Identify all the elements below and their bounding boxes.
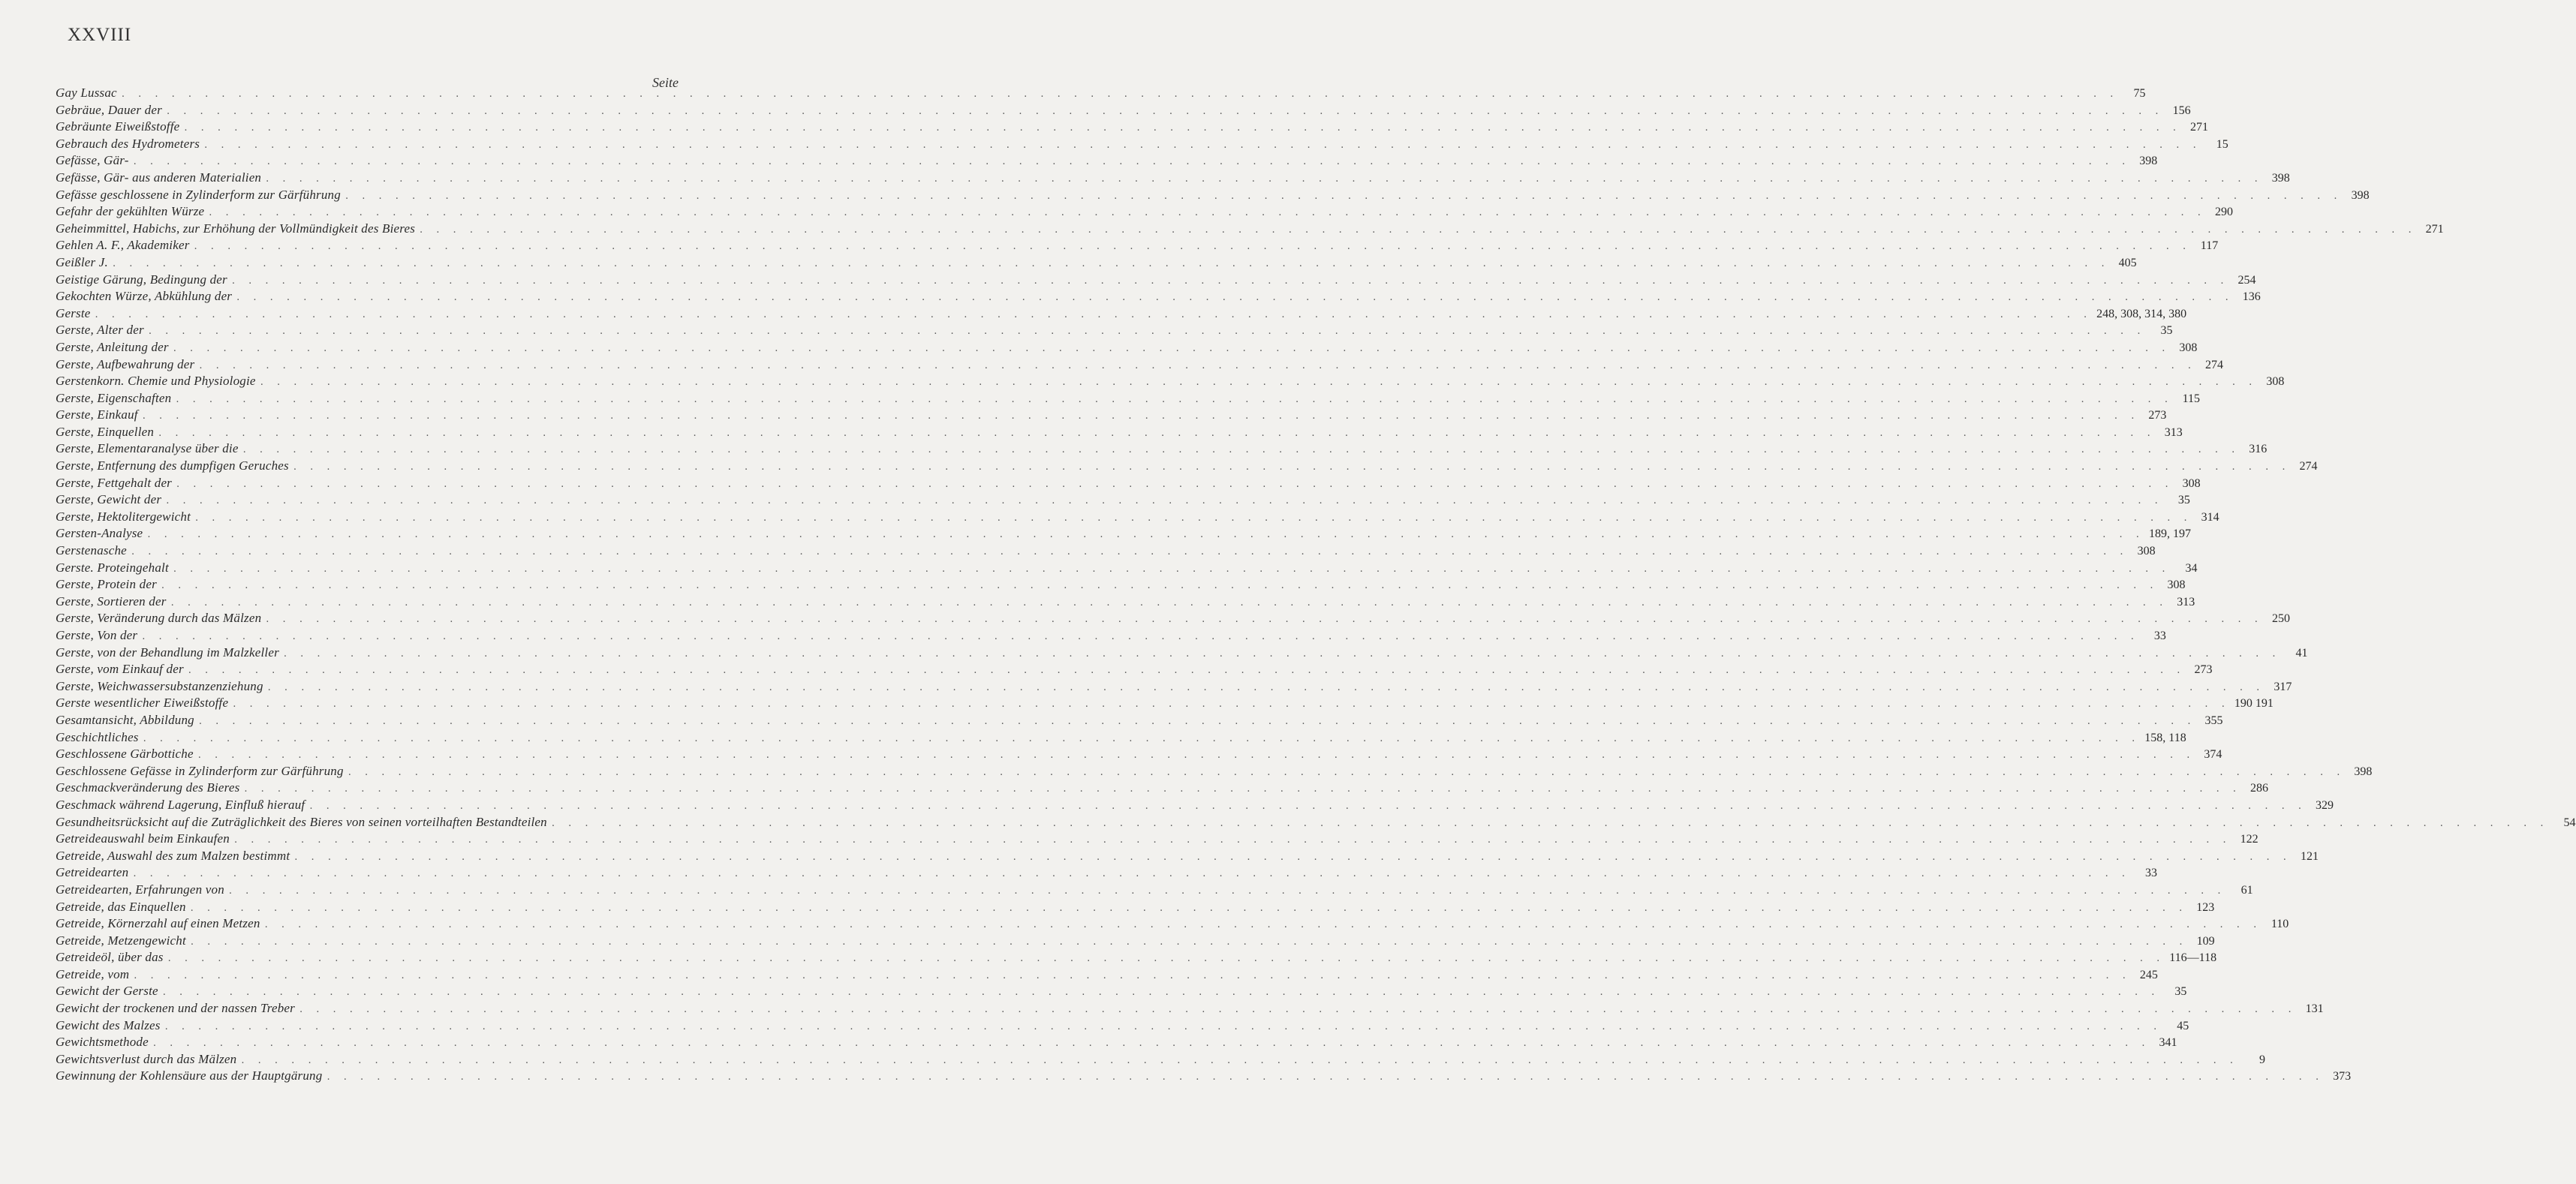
index-term: Gerste, Eigenschaften: [56, 390, 172, 405]
index-term: Gerste, Gewicht der: [56, 492, 162, 507]
dot-leader: . . . . . . . . . . . . . . . . . . . . . . . . . . . . . . . . . . . . . . . . . . . . . . . . . . . . . . . . . . . . . . . . . . . . . . . . . . . . . . . . . . . . . . . . . . . . . . . . . . . . . . . . . . . . . . . . . . . . . . . .: [170, 597, 2168, 609]
index-page-numbers: 123: [2196, 900, 2215, 914]
index-page-numbers: 54: [2563, 816, 2576, 829]
index-entry: [56, 119, 2209, 136]
index-entry: [56, 780, 2269, 797]
index-page-numbers: 41: [2295, 646, 2308, 660]
dot-leader: . . . . . . . . . . . . . . . . . . . . . . . . . . . . . . . . . . . . . . . . . . . . . . . . . . . . . . . . . . . . . . . . . . . . . . . . . . . . . . . . . . . . . . . . . . . . . . . . . . . . . . . . . . . . . . . . . . . . . . . .: [147, 529, 2144, 541]
index-term: Gerste, Aufbewahrung der: [56, 356, 195, 371]
index-entry: [56, 322, 2173, 339]
index-page-numbers: 313: [2164, 425, 2183, 439]
index-term: Gesundheitsrücksicht auf die Zuträglichkeit des Bieres von seinen vorteilhaften Bestandteilen: [56, 814, 547, 829]
index-page-numbers: 308: [2182, 476, 2201, 490]
index-page-numbers: 33: [2144, 867, 2157, 880]
index-term: Gebräunte Eiweißstoffe: [56, 119, 180, 134]
dot-leader: . . . . . . . . . . . . . . . . . . . . . . . . . . . . . . . . . . . . . . . . . . . . . . . . . . . . . . . . . . . . . . . . . . . . . . . . . . . . . . . . . . . . . . . . . . . . . . . . . . . . . . . . . . . . . . . . . . . . . . . .: [133, 156, 2131, 168]
dot-leader: . . . . . . . . . . . . . . . . . . . . . . . . . . . . . . . . . . . . . . . . . . . . . . . . . . . . . . . . . . . . . . . . . . . . . . . . . . . . . . . . . . . . . . . . . . . . . . . . . . . . . . . . . . . . . . . . . . . . . . . .: [133, 868, 2130, 880]
index-term: Gerste, Entfernung des dumpfigen Geruches: [56, 458, 289, 473]
index-term: Gerste, Sortieren der: [56, 594, 167, 609]
dot-leader: . . . . . . . . . . . . . . . . . . . . . . . . . . . . . . . . . . . . . . . . . . . . . . . . . . . . . . . . . . . . . . . . . . . . . . . . . . . . . . . . . . . . . . . . . . . . . . . . . . . . . . . . . . . . . . . . . . . . . . . .: [309, 800, 2307, 812]
index-page-numbers: 273: [2194, 663, 2213, 677]
dot-leader: . . . . . . . . . . . . . . . . . . . . . . . . . . . . . . . . . . . . . . . . . . . . . . . . . . . . . . . . . . . . . . . . . . . . . . . . . . . . . . . . . . . . . . . . . . . . . . . . . . . . . . . . . . . . . . . . . . . . . . . .: [420, 224, 2417, 236]
index-entry: [56, 1051, 2266, 1068]
index-entry: [56, 882, 2253, 899]
index-term: Gerste, Elementaranalyse über die: [56, 441, 239, 456]
dot-leader: . . . . . . . . . . . . . . . . . . . . . . . . . . . . . . . . . . . . . . . . . . . . . . . . . . . . . . . . . . . . . . . . . . . . . . . . . . . . . . . . . . . . . . . . . . . . . . . . . . . . . . . . . . . . . . . . . . . . . . . .: [112, 257, 2110, 269]
index-entry: [56, 458, 2318, 475]
index-list: [56, 85, 2576, 1085]
dot-leader: . . . . . . . . . . . . . . . . . . . . . . . . . . . . . . . . . . . . . . . . . . . . . . . . . . . . . . . . . . . . . . . . . . . . . . . . . . . . . . . . . . . . . . . . . . . . . . . . . . . . . . . . . . . . . . . . . . . . . . . .: [236, 292, 2234, 304]
index-term: Geißler J.: [56, 254, 108, 269]
dot-leader: . . . . . . . . . . . . . . . . . . . . . . . . . . . . . . . . . . . . . . . . . . . . . . . . . . . . . . . . . . . . . . . . . . . . . . . . . . . . . . . . . . . . . . . . . . . . . . . . . . . . . . . . . . . . . . . . . . . . . . . .: [345, 190, 2343, 202]
index-entry: [56, 645, 2308, 662]
index-page-numbers: 33: [2153, 630, 2166, 642]
index-term: Gefahr der gekühlten Würze: [56, 204, 205, 219]
index-entry: [56, 695, 2274, 712]
dot-leader: . . . . . . . . . . . . . . . . . . . . . . . . . . . . . . . . . . . . . . . . . . . . . . . . . . . . . . . . . . . . . . . . . . . . . . . . . . . . . . . . . . . . . . . . . . . . . . . . . . . . . . . . . . . . . . . . . . . . . . . .: [166, 495, 2163, 507]
index-term: Geschlossene Gärbottiche: [56, 747, 194, 762]
index-term: Getreide, das Einquellen: [56, 899, 186, 914]
index-entry: [56, 339, 2198, 356]
index-entry: [56, 272, 2256, 289]
index-page-numbers: 329: [2316, 798, 2334, 812]
index-entry: [56, 187, 2370, 204]
index-entry: [56, 424, 2183, 441]
index-entry: [56, 1034, 2177, 1051]
index-term: Gerste, Hektolitergewicht: [56, 509, 191, 524]
index-term: Gewichtsmethode: [56, 1035, 149, 1050]
dot-leader: . . . . . . . . . . . . . . . . . . . . . . . . . . . . . . . . . . . . . . . . . . . . . . . . . . . . . . . . . . . . . . . . . . . . . . . . . . . . . . . . . . . . . . . . . . . . . . . . . . . . . . . . . . . . . . . . . . . . . . . .: [190, 902, 2188, 914]
index-page-numbers: 245: [2139, 968, 2158, 981]
index-entry: [56, 475, 2201, 492]
dot-leader: . . . . . . . . . . . . . . . . . . . . . . . . . . . . . . . . . . . . . . . . . . . . . . . . . . . . . . . . . . . . . . . . . . . . . . . . . . . . . . . . . . . . . . . . . . . . . . . . . . . . . . . . . . . . . . . . . . . . . . . .: [348, 766, 2346, 778]
index-term: Gewicht des Malzes: [56, 1017, 161, 1032]
index-entry: [56, 594, 2195, 611]
dot-leader: . . . . . . . . . . . . . . . . . . . . . . . . . . . . . . . . . . . . . . . . . . . . . . . . . . . . . . . . . . . . . . . . . . . . . . . . . . . . . . . . . . . . . . . . . . . . . . . . . . . . . . . . . . . . . . . . . . . . . . . .: [166, 105, 2164, 117]
index-entry: [56, 966, 2158, 984]
index-page-numbers: 271: [2425, 222, 2444, 236]
index-page-numbers: 274: [2204, 358, 2223, 371]
dot-leader: . . . . . . . . . . . . . . . . . . . . . . . . . . . . . . . . . . . . . . . . . . . . . . . . . . . . . . . . . . . . . . . . . . . . . . . . . . . . . . . . . . . . . . . . . . . . . . . . . . . . . . . . . . . . . . . . . . . . . . . .: [194, 241, 2192, 253]
index-entry: [56, 915, 2289, 933]
index-term: Gerste, Anleitung der: [56, 339, 169, 354]
index-term: Gefässe geschlossene in Zylinderform zur Gärführung: [56, 187, 341, 202]
index-term: Gewinnung der Kohlensäure aus der Hauptgärung: [56, 1068, 323, 1083]
index-page-numbers: 248, 308, 314, 380: [2096, 307, 2187, 320]
index-entry: [56, 933, 2215, 950]
index-page-numbers: 15: [2216, 137, 2228, 151]
page-column-label: Seite: [652, 75, 679, 90]
index-entry: [56, 661, 2213, 678]
index-entry: [56, 831, 2259, 848]
index-entry: [56, 1017, 2189, 1035]
index-entry: [56, 576, 2186, 594]
index-term: Gewicht der trockenen und der nassen Treber: [56, 1001, 295, 1016]
index-page-numbers: 308: [2137, 545, 2156, 558]
index-term: Gerste: [56, 305, 91, 320]
dot-leader: . . . . . . . . . . . . . . . . . . . . . . . . . . . . . . . . . . . . . . . . . . . . . . . . . . . . . . . . . . . . . . . . . . . . . . . . . . . . . . . . . . . . . . . . . . . . . . . . . . . . . . . . . . . . . . . . . . . . . . . .: [551, 817, 2549, 829]
index-page-numbers: 121: [2300, 849, 2319, 863]
index-entry: [56, 288, 2261, 305]
index-entry: [56, 627, 2166, 645]
index-term: Gehlen A. F., Akademiker: [56, 238, 190, 253]
dot-leader: . . . . . . . . . . . . . . . . . . . . . . . . . . . . . . . . . . . . . . . . . . . . . . . . . . . . . . . . . . . . . . . . . . . . . . . . . . . . . . . . . . . . . . . . . . . . . . . . . . . . . . . . . . . . . . . . . . . . . . . .: [152, 1038, 2150, 1050]
index-page-numbers: 158, 118: [2144, 731, 2186, 744]
index-page-numbers: 308: [2167, 578, 2186, 592]
dot-leader: . . . . . . . . . . . . . . . . . . . . . . . . . . . . . . . . . . . . . . . . . . . . . . . . . . . . . . . . . . . . . . . . . . . . . . . . . . . . . . . . . . . . . . . . . . . . . . . . . . . . . . . . . . . . . . . . . . . . . . . .: [131, 546, 2129, 558]
dot-leader: . . . . . . . . . . . . . . . . . . . . . . . . . . . . . . . . . . . . . . . . . . . . . . . . . . . . . . . . . . . . . . . . . . . . . . . . . . . . . . . . . . . . . . . . . . . . . . . . . . . . . . . . . . . . . . . . . . . . . . . .: [234, 834, 2231, 846]
index-entry: [56, 1000, 2324, 1017]
index-entry: [56, 864, 2157, 882]
index-entry: [56, 746, 2222, 763]
index-page-numbers: 45: [2177, 1019, 2189, 1032]
dot-leader: . . . . . . . . . . . . . . . . . . . . . . . . . . . . . . . . . . . . . . . . . . . . . . . . . . . . . . . . . . . . . . . . . . . . . . . . . . . . . . . . . . . . . . . . . . . . . . . . . . . . . . . . . . . . . . . . . . . . . . . .: [176, 393, 2173, 405]
index-page-numbers: 286: [2250, 782, 2269, 795]
index-page-numbers: 250: [2271, 612, 2290, 626]
index-entry: [56, 525, 2191, 542]
index-page-numbers: 189, 197: [2148, 527, 2191, 541]
dot-leader: . . . . . . . . . . . . . . . . . . . . . . . . . . . . . . . . . . . . . . . . . . . . . . . . . . . . . . . . . . . . . . . . . . . . . . . . . . . . . . . . . . . . . . . . . . . . . . . . . . . . . . . . . . . . . . . . . . . . . . . .: [228, 885, 2226, 897]
index-page-numbers: 374: [2204, 748, 2222, 762]
dot-leader: . . . . . . . . . . . . . . . . . . . . . . . . . . . . . . . . . . . . . . . . . . . . . . . . . . . . . . . . . . . . . . . . . . . . . . . . . . . . . . . . . . . . . . . . . . . . . . . . . . . . . . . . . . . . . . . . . . . . . . . .: [143, 732, 2141, 744]
dot-leader: . . . . . . . . . . . . . . . . . . . . . . . . . . . . . . . . . . . . . . . . . . . . . . . . . . . . . . . . . . . . . . . . . . . . . . . . . . . . . . . . . . . . . . . . . . . . . . . . . . . . . . . . . . . . . . . . . . . . . . . .: [209, 207, 2206, 219]
dot-leader: . . . . . . . . . . . . . . . . . . . . . . . . . . . . . . . . . . . . . . . . . . . . . . . . . . . . . . . . . . . . . . . . . . . . . . . . . . . . . . . . . . . . . . . . . . . . . . . . . . . . . . . . . . . . . . . . . . . . . . . .: [195, 512, 2192, 524]
dot-leader: . . . . . . . . . . . . . . . . . . . . . . . . . . . . . . . . . . . . . . . . . . . . . . . . . . . . . . . . . . . . . . . . . . . . . . . . . . . . . . . . . . . . . . . . . . . . . . . . . . . . . . . . . . . . . . . . . . . . . . . .: [142, 410, 2140, 422]
index-term: Gerste, Einkauf: [56, 407, 138, 422]
index-term: Getreideauswahl beim Einkaufen: [56, 831, 230, 846]
index-page-numbers: 317: [2274, 680, 2292, 693]
index-term: Gewicht der Gerste: [56, 984, 158, 999]
index-entry: [56, 983, 2187, 1000]
dot-leader: . . . . . . . . . . . . . . . . . . . . . . . . . . . . . . . . . . . . . . . . . . . . . . . . . . . . . . . . . . . . . . . . . . . . . . . . . . . . . . . . . . . . . . . . . . . . . . . . . . . . . . . . . . . . . . . . . . . . . . . .: [283, 648, 2281, 660]
dot-leader: . . . . . . . . . . . . . . . . . . . . . . . . . . . . . . . . . . . . . . . . . . . . . . . . . . . . . . . . . . . . . . . . . . . . . . . . . . . . . . . . . . . . . . . . . . . . . . . . . . . . . . . . . . . . . . . . . . . . . . . .: [327, 1071, 2325, 1083]
index-page-numbers: 35: [2174, 985, 2187, 999]
index-term: Gesamtansicht, Abbildung: [56, 712, 194, 727]
dot-leader: . . . . . . . . . . . . . . . . . . . . . . . . . . . . . . . . . . . . . . . . . . . . . . . . . . . . . . . . . . . . . . . . . . . . . . . . . . . . . . . . . . . . . . . . . . . . . . . . . . . . . . . . . . . . . . . . . . . . . . . .: [176, 478, 2174, 490]
dot-leader: . . . . . . . . . . . . . . . . . . . . . . . . . . . . . . . . . . . . . . . . . . . . . . . . . . . . . . . . . . . . . . . . . . . . . . . . . . . . . . . . . . . . . . . . . . . . . . . . . . . . . . . . . . . . . . . . . . . . . . . .: [241, 1054, 2239, 1066]
index-term: Gerste, Weichwassersubstanzenziehung: [56, 678, 263, 693]
index-entry: [56, 610, 2290, 627]
index-page-numbers: 115: [2182, 392, 2200, 405]
dot-leader: . . . . . . . . . . . . . . . . . . . . . . . . . . . . . . . . . . . . . . . . . . . . . . . . . . . . . . . . . . . . . . . . . . . . . . . . . . . . . . . . . . . . . . . . . . . . . . . . . . . . . . . . . . . . . . . . . . . . . . . .: [164, 1020, 2162, 1032]
index-term: Getreidearten: [56, 865, 129, 880]
index-page-numbers: 9: [2259, 1053, 2266, 1066]
index-term: Gerstenasche: [56, 543, 127, 558]
dot-leader: . . . . . . . . . . . . . . . . . . . . . . . . . . . . . . . . . . . . . . . . . . . . . . . . . . . . . . . . . . . . . . . . . . . . . . . . . . . . . . . . . . . . . . . . . . . . . . . . . . . . . . . . . . . . . . . . . . . . . . . .: [148, 326, 2146, 338]
index-entry: [56, 305, 2187, 323]
index-entry: [56, 102, 2191, 119]
index-entry: [56, 560, 2198, 577]
index-page-numbers: 254: [2237, 273, 2256, 287]
index-term: Gerste, Alter der: [56, 323, 144, 338]
index-page-numbers: 355: [2204, 714, 2223, 727]
dot-leader: . . . . . . . . . . . . . . . . . . . . . . . . . . . . . . . . . . . . . . . . . . . . . . . . . . . . . . . . . . . . . . . . . . . . . . . . . . . . . . . . . . . . . . . . . . . . . . . . . . . . . . . . . . . . . . . . . . . . . . . .: [199, 359, 2196, 371]
index-term: Gerste, Einquellen: [56, 424, 155, 439]
dot-leader: . . . . . . . . . . . . . . . . . . . . . . . . . . . . . . . . . . . . . . . . . . . . . . . . . . . . . . . . . . . . . . . . . . . . . . . . . . . . . . . . . . . . . . . . . . . . . . . . . . . . . . . . . . . . . . . . . . . . . . . .: [233, 699, 2230, 711]
dot-leader: . . . . . . . . . . . . . . . . . . . . . . . . . . . . . . . . . . . . . . . . . . . . . . . . . . . . . . . . . . . . . . . . . . . . . . . . . . . . . . . . . . . . . . . . . . . . . . . . . . . . . . . . . . . . . . . . . . . . . . . .: [231, 275, 2229, 287]
index-entry: [56, 678, 2292, 696]
index-entry: [56, 390, 2200, 407]
index-page-numbers: 274: [2299, 460, 2318, 473]
index-term: Gerste. Proteingehalt: [56, 560, 169, 575]
index-term: Gerste, vom Einkauf der: [56, 662, 184, 677]
index-page-numbers: 341: [2159, 1036, 2177, 1050]
index-page-numbers: 398: [2271, 171, 2290, 185]
index-term: Gerste wesentlicher Eiweißstoffe: [56, 696, 229, 711]
dot-leader: . . . . . . . . . . . . . . . . . . . . . . . . . . . . . . . . . . . . . . . . . . . . . . . . . . . . . . . . . . . . . . . . . . . . . . . . . . . . . . . . . . . . . . . . . . . . . . . . . . . . . . . . . . . . . . . . . . . . . . . .: [188, 665, 2186, 677]
index-page-numbers: 373: [2333, 1070, 2352, 1083]
dot-leader: . . . . . . . . . . . . . . . . . . . . . . . . . . . . . . . . . . . . . . . . . . . . . . . . . . . . . . . . . . . . . . . . . . . . . . . . . . . . . . . . . . . . . . . . . . . . . . . . . . . . . . . . . . . . . . . . . . . . . . . .: [267, 681, 2265, 693]
index-entry: [56, 542, 2156, 560]
dot-leader: . . . . . . . . . . . . . . . . . . . . . . . . . . . . . . . . . . . . . . . . . . . . . . . . . . . . . . . . . . . . . . . . . . . . . . . . . . . . . . . . . . . . . . . . . . . . . . . . . . . . . . . . . . . . . . . . . . . . . . . .: [294, 851, 2292, 863]
index-term: Getreide, vom: [56, 966, 130, 981]
index-term: Gefässe, Gär- aus anderen Materialien: [56, 170, 262, 185]
index-page-numbers: 271: [2190, 121, 2209, 134]
index-page-numbers: 117: [2200, 239, 2219, 253]
index-page-numbers: 316: [2249, 443, 2268, 456]
index-page-numbers: 34: [2185, 561, 2198, 575]
index-entry: [56, 356, 2223, 374]
dot-leader: . . . . . . . . . . . . . . . . . . . . . . . . . . . . . . . . . . . . . . . . . . . . . . . . . . . . . . . . . . . . . . . . . . . . . . . . . . . . . . . . . . . . . . . . . . . . . . . . . . . . . . . . . . . . . . . . . . . . . . . .: [204, 139, 2201, 151]
dot-leader: . . . . . . . . . . . . . . . . . . . . . . . . . . . . . . . . . . . . . . . . . . . . . . . . . . . . . . . . . . . . . . . . . . . . . . . . . . . . . . . . . . . . . . . . . . . . . . . . . . . . . . . . . . . . . . . . . . . . . . . .: [266, 173, 2263, 185]
dot-leader: . . . . . . . . . . . . . . . . . . . . . . . . . . . . . . . . . . . . . . . . . . . . . . . . . . . . . . . . . . . . . . . . . . . . . . . . . . . . . . . . . . . . . . . . . . . . . . . . . . . . . . . . . . . . . . . . . . . . . . . .: [266, 614, 2263, 626]
dot-leader: . . . . . . . . . . . . . . . . . . . . . . . . . . . . . . . . . . . . . . . . . . . . . . . . . . . . . . . . . . . . . . . . . . . . . . . . . . . . . . . . . . . . . . . . . . . . . . . . . . . . . . . . . . . . . . . . . . . . . . . .: [242, 444, 2240, 456]
index-page-numbers: 75: [2133, 87, 2146, 100]
index-page-numbers: 35: [2160, 324, 2173, 338]
index-entry: [56, 85, 2146, 102]
index-page-numbers: 110: [2271, 918, 2289, 931]
index-term: Getreideöl, über das: [56, 950, 164, 965]
dot-leader: . . . . . . . . . . . . . . . . . . . . . . . . . . . . . . . . . . . . . . . . . . . . . . . . . . . . . . . . . . . . . . . . . . . . . . . . . . . . . . . . . . . . . . . . . . . . . . . . . . . . . . . . . . . . . . . . . . . . . . . .: [260, 377, 2258, 389]
index-term: Gerstenkorn. Chemie und Physiologie: [56, 374, 256, 389]
index-term: Geistige Gärung, Bedingung der: [56, 272, 227, 287]
index-term: Gerste, Von der: [56, 628, 138, 642]
dot-leader: . . . . . . . . . . . . . . . . . . . . . . . . . . . . . . . . . . . . . . . . . . . . . . . . . . . . . . . . . . . . . . . . . . . . . . . . . . . . . . . . . . . . . . . . . . . . . . . . . . . . . . . . . . . . . . . . . . . . . . . .: [134, 969, 2131, 981]
dot-leader: . . . . . . . . . . . . . . . . . . . . . . . . . . . . . . . . . . . . . . . . . . . . . . . . . . . . . . . . . . . . . . . . . . . . . . . . . . . . . . . . . . . . . . . . . . . . . . . . . . . . . . . . . . . . . . . . . . . . . . . .: [142, 631, 2139, 642]
index-entry: [56, 136, 2228, 153]
index-entry: [56, 712, 2223, 729]
dot-leader: . . . . . . . . . . . . . . . . . . . . . . . . . . . . . . . . . . . . . . . . . . . . . . . . . . . . . . . . . . . . . . . . . . . . . . . . . . . . . . . . . . . . . . . . . . . . . . . . . . . . . . . . . . . . . . . . . . . . . . . .: [190, 936, 2188, 948]
dot-leader: . . . . . . . . . . . . . . . . . . . . . . . . . . . . . . . . . . . . . . . . . . . . . . . . . . . . . . . . . . . . . . . . . . . . . . . . . . . . . . . . . . . . . . . . . . . . . . . . . . . . . . . . . . . . . . . . . . . . . . . .: [293, 461, 2291, 473]
index-term: Gekochten Würze, Abkühlung der: [56, 289, 233, 304]
index-entry: [56, 237, 2219, 254]
dot-leader: . . . . . . . . . . . . . . . . . . . . . . . . . . . . . . . . . . . . . . . . . . . . . . . . . . . . . . . . . . . . . . . . . . . . . . . . . . . . . . . . . . . . . . . . . . . . . . . . . . . . . . . . . . . . . . . . . . . . . . . .: [161, 580, 2159, 592]
dot-leader: . . . . . . . . . . . . . . . . . . . . . . . . . . . . . . . . . . . . . . . . . . . . . . . . . . . . . . . . . . . . . . . . . . . . . . . . . . . . . . . . . . . . . . . . . . . . . . . . . . . . . . . . . . . . . . . . . . . . . . . .: [173, 563, 2171, 575]
index-term: Getreide, Körnerzahl auf einen Metzen: [56, 916, 260, 931]
index-page-numbers: 109: [2196, 934, 2215, 948]
index-term: Gerste, von der Behandlung im Malzkeller: [56, 645, 279, 660]
index-entry: [56, 170, 2290, 187]
index-term: Gefässe, Gär-: [56, 153, 129, 168]
index-term: Geschlossene Gefässe in Zylinderform zur Gärführung: [56, 763, 344, 778]
index-page-numbers: 116—118: [2169, 951, 2217, 965]
dot-leader: . . . . . . . . . . . . . . . . . . . . . . . . . . . . . . . . . . . . . . . . . . . . . . . . . . . . . . . . . . . . . . . . . . . . . . . . . . . . . . . . . . . . . . . . . . . . . . . . . . . . . . . . . . . . . . . . . . . . . . . .: [197, 750, 2195, 762]
index-term: Geschmackveränderung des Bieres: [56, 780, 240, 795]
index-page-numbers: 156: [2172, 104, 2191, 117]
index-entry: [56, 814, 2576, 831]
index-term: Getreidearten, Erfahrungen von: [56, 882, 224, 897]
index-page-numbers: 131: [2305, 1002, 2324, 1016]
index-entry: [56, 254, 2137, 272]
index-entry: [56, 729, 2186, 747]
index-entry: [56, 509, 2219, 526]
index-term: Gersten-Analyse: [56, 526, 143, 541]
index-page-numbers: 273: [2148, 409, 2167, 422]
index-page-numbers: 398: [2354, 765, 2373, 778]
dot-leader: . . . . . . . . . . . . . . . . . . . . . . . . . . . . . . . . . . . . . . . . . . . . . . . . . . . . . . . . . . . . . . . . . . . . . . . . . . . . . . . . . . . . . . . . . . . . . . . . . . . . . . . . . . . . . . . . . . . . . . . .: [299, 1004, 2297, 1016]
index-term: Gebräue, Dauer der: [56, 102, 162, 117]
index-page-numbers: 136: [2242, 290, 2261, 304]
index-term: Geheimmittel, Habichs, zur Erhöhung der Vollmündigkeit des Bieres: [56, 221, 416, 236]
index-term: Getreide, Metzengewicht: [56, 933, 186, 948]
index-page-numbers: 190 191: [2234, 697, 2274, 711]
index-term: Gewichtsverlust durch das Mälzen: [56, 1051, 237, 1066]
index-entry: [56, 407, 2167, 424]
index-entry: [56, 848, 2319, 865]
index-term: Geschmack während Lagerung, Einfluß hierauf: [56, 797, 305, 812]
index-page-numbers: 122: [2240, 833, 2259, 846]
index-page-numbers: 398: [2351, 188, 2370, 202]
index-page-numbers: 61: [2240, 883, 2253, 897]
dot-leader: . . . . . . . . . . . . . . . . . . . . . . . . . . . . . . . . . . . . . . . . . . . . . . . . . . . . . . . . . . . . . . . . . . . . . . . . . . . . . . . . . . . . . . . . . . . . . . . . . . . . . . . . . . . . . . . . . . . . . . . .: [264, 919, 2262, 931]
index-page-numbers: 35: [2177, 494, 2190, 507]
dot-leader: . . . . . . . . . . . . . . . . . . . . . . . . . . . . . . . . . . . . . . . . . . . . . . . . . . . . . . . . . . . . . . . . . . . . . . . . . . . . . . . . . . . . . . . . . . . . . . . . . . . . . . . . . . . . . . . . . . . . . . . .: [95, 308, 2093, 320]
index-entry: [56, 491, 2190, 509]
index-page-numbers: 308: [2179, 341, 2198, 354]
index-page-numbers: 405: [2118, 256, 2137, 269]
dot-leader: . . . . . . . . . . . . . . . . . . . . . . . . . . . . . . . . . . . . . . . . . . . . . . . . . . . . . . . . . . . . . . . . . . . . . . . . . . . . . . . . . . . . . . . . . . . . . . . . . . . . . . . . . . . . . . . . . . . . . . . .: [173, 342, 2171, 354]
index-entry: [56, 949, 2217, 966]
dot-leader: . . . . . . . . . . . . . . . . . . . . . . . . . . . . . . . . . . . . . . . . . . . . . . . . . . . . . . . . . . . . . . . . . . . . . . . . . . . . . . . . . . . . . . . . . . . . . . . . . . . . . . . . . . . . . . . . . . . . . . . .: [121, 89, 2119, 100]
index-term: Gay Lussac: [56, 86, 117, 100]
index-page-numbers: 398: [2139, 155, 2158, 168]
index-term: Gerste, Protein der: [56, 577, 157, 592]
index-term: Gerste, Fettgehalt der: [56, 475, 173, 490]
index-term: Gerste, Veränderung durch das Mälzen: [56, 611, 262, 626]
dot-leader: . . . . . . . . . . . . . . . . . . . . . . . . . . . . . . . . . . . . . . . . . . . . . . . . . . . . . . . . . . . . . . . . . . . . . . . . . . . . . . . . . . . . . . . . . . . . . . . . . . . . . . . . . . . . . . . . . . . . . . . .: [244, 783, 2242, 795]
index-entry: [56, 221, 2444, 238]
index-entry: [56, 373, 2285, 390]
index-entry: [56, 203, 2233, 221]
index-term: Geschichtliches: [56, 729, 139, 744]
index-page-numbers: 290: [2214, 206, 2233, 219]
index-page-numbers: 314: [2201, 510, 2219, 524]
index-entry: [56, 763, 2373, 780]
index-term: Getreide, Auswahl des zum Malzen bestimmt: [56, 848, 290, 863]
dot-leader: . . . . . . . . . . . . . . . . . . . . . . . . . . . . . . . . . . . . . . . . . . . . . . . . . . . . . . . . . . . . . . . . . . . . . . . . . . . . . . . . . . . . . . . . . . . . . . . . . . . . . . . . . . . . . . . . . . . . . . . .: [198, 715, 2196, 727]
index-entry: [56, 440, 2268, 458]
dot-leader: . . . . . . . . . . . . . . . . . . . . . . . . . . . . . . . . . . . . . . . . . . . . . . . . . . . . . . . . . . . . . . . . . . . . . . . . . . . . . . . . . . . . . . . . . . . . . . . . . . . . . . . . . . . . . . . . . . . . . . . .: [184, 122, 2182, 134]
index-term: Gebrauch des Hydrometers: [56, 136, 200, 151]
index-page-numbers: 308: [2266, 375, 2285, 389]
index-entry: [56, 1068, 2352, 1085]
index-entry: [56, 152, 2158, 170]
index-entry: [56, 797, 2334, 814]
dot-leader: . . . . . . . . . . . . . . . . . . . . . . . . . . . . . . . . . . . . . . . . . . . . . . . . . . . . . . . . . . . . . . . . . . . . . . . . . . . . . . . . . . . . . . . . . . . . . . . . . . . . . . . . . . . . . . . . . . . . . . . .: [158, 427, 2156, 439]
index-entry: [56, 899, 2215, 916]
page-number: XXVIII: [68, 25, 132, 45]
dot-leader: . . . . . . . . . . . . . . . . . . . . . . . . . . . . . . . . . . . . . . . . . . . . . . . . . . . . . . . . . . . . . . . . . . . . . . . . . . . . . . . . . . . . . . . . . . . . . . . . . . . . . . . . . . . . . . . . . . . . . . . .: [167, 953, 2165, 965]
index-page-numbers: 313: [2177, 595, 2195, 609]
dot-leader: . . . . . . . . . . . . . . . . . . . . . . . . . . . . . . . . . . . . . . . . . . . . . . . . . . . . . . . . . . . . . . . . . . . . . . . . . . . . . . . . . . . . . . . . . . . . . . . . . . . . . . . . . . . . . . . . . . . . . . . .: [162, 987, 2160, 999]
